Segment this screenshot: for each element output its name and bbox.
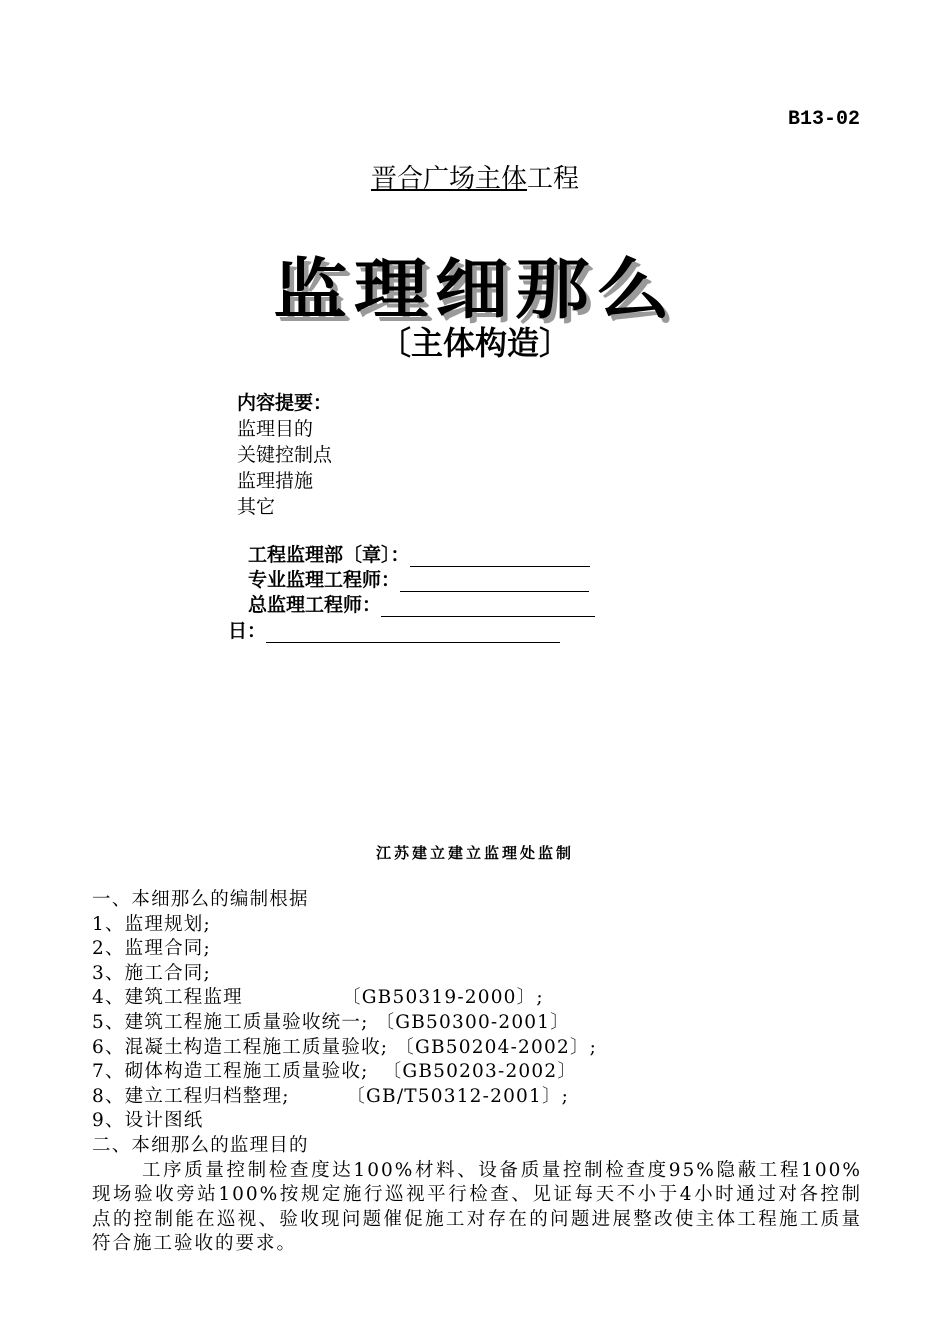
project-name-underlined: 晋合广场主体 xyxy=(370,164,527,194)
project-name-rest: 工程 xyxy=(527,164,580,194)
section-heading: 一、本细那么的编制根据 xyxy=(92,889,309,910)
section-paragraph: 工序质量控制检查度达100%材料、设备质量控制检查度95%隐蔽工程100%现场验收旁站100%按规定施行巡视平行检查、见证每天不小于4小时通过对各控制点的控制能在巡视、验收现问题催促施工对存在的问题进展整改使主体工程施工质量符合施工验收的要求。 xyxy=(92,1159,862,1255)
document-code: B13-02 xyxy=(787,108,860,131)
summary-item: 关键控制点 xyxy=(237,444,333,466)
date-line xyxy=(266,622,560,643)
summary-item: 监理目的 xyxy=(237,418,314,440)
basis-item: 7、砌体构造工程施工质量验收; 〔GB50203-2002〕 xyxy=(92,1061,578,1083)
summary-item: 其它 xyxy=(237,496,276,518)
dept-label: 工程监理部〔章〕： xyxy=(248,544,410,566)
engineer-signature-row xyxy=(248,565,589,592)
chief-label: 总监理工程师： xyxy=(248,594,382,616)
issuer-line: 江苏建立建立监理处监制 xyxy=(375,844,574,862)
basis-item: 1、监理规划; xyxy=(92,913,211,935)
summary-block xyxy=(237,390,332,520)
project-title xyxy=(0,158,950,195)
dept-signature-row xyxy=(248,540,590,567)
basis-item: 2、监理合同; xyxy=(92,938,211,960)
summary-heading: 内容提要： xyxy=(237,392,333,414)
dept-signature-line xyxy=(410,546,590,567)
main-title: 监理细那么 xyxy=(273,251,677,328)
body-text xyxy=(92,888,862,1257)
engineer-label: 专业监理工程师： xyxy=(248,569,401,591)
date-row xyxy=(228,616,560,643)
basis-item: 4、建筑工程监理 〔GB50319-2000〕; xyxy=(92,987,544,1009)
section-heading: 二、本细那么的监理目的 xyxy=(92,1134,309,1156)
basis-item: 6、混凝土构造工程施工质量验收; 〔GB50204-2002〕; xyxy=(92,1036,598,1058)
engineer-signature-line xyxy=(400,571,589,592)
chief-signature-row xyxy=(248,590,595,617)
basis-item: 3、施工合同; xyxy=(92,962,211,984)
date-label: 日： xyxy=(228,620,267,642)
chief-signature-line xyxy=(381,596,595,617)
sub-title: 〔主体构造〕 xyxy=(378,324,571,362)
basis-item: 9、设计图纸 xyxy=(92,1110,204,1132)
summary-item: 监理措施 xyxy=(237,470,314,492)
basis-item: 5、建筑工程施工质量验收统一; 〔GB50300-2001〕 xyxy=(92,1011,570,1033)
basis-item: 8、建立工程归档整理; 〔GB/T50312-2001〕; xyxy=(92,1085,570,1107)
